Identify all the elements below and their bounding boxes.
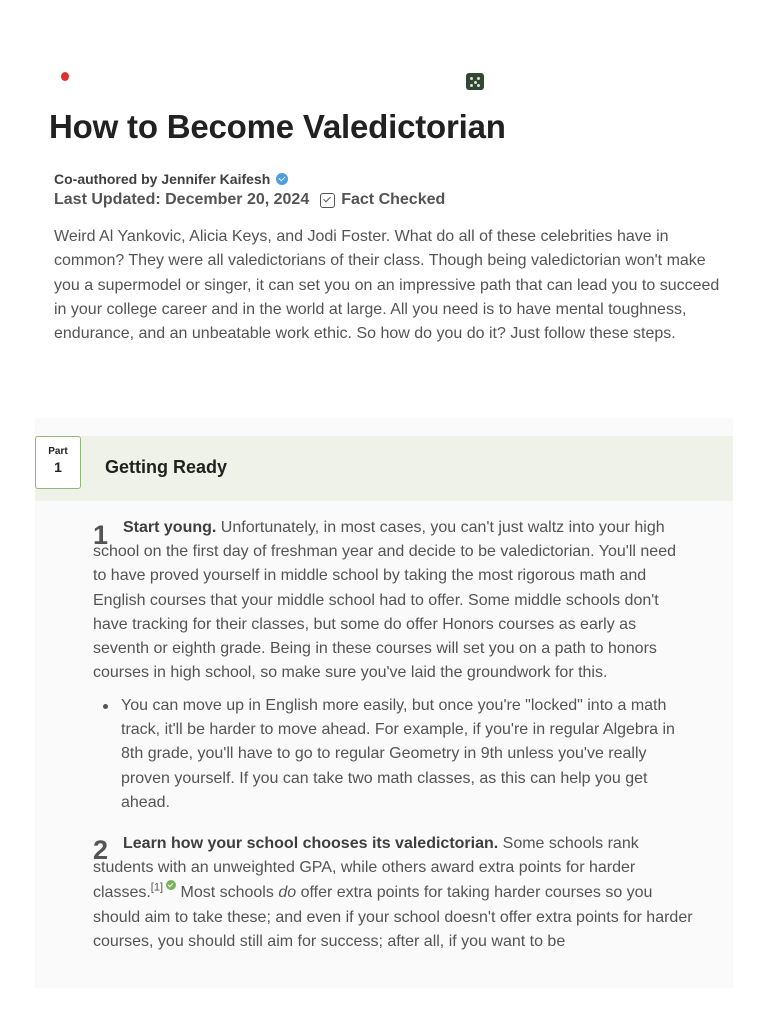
step-heading: Start young. (123, 519, 217, 536)
verified-check-icon (276, 173, 288, 185)
article-title: How to Become Valedictorian (49, 108, 506, 145)
emphasis-text: do (278, 884, 297, 902)
dice-icon[interactable] (466, 73, 484, 90)
tip-text: You can move up in English more easily, but once you're "locked" into a math track, it'll be harder to move ahead. For example, if you're in regular Algebra in 8th grade, you'll have to go to regular Geometry in 9th unless you've really proven yourself. If you can take two math classes, as this can help you get ahead. (121, 697, 675, 811)
step-body: Some schools rank students with an unweighted GPA, while others award extra points for harder classes. (93, 835, 639, 902)
step-body: Unfortunately, in most cases, you can't just waltz into your high school on the first day of freshman year and decide to be valedictorian. You'll need to have proved yourself in middle school by taking the most rigorous math and English courses that your middle school had to offer. Some middle schools don't have tracking for their classes, but some do offer Honors courses as early as seventh or eighth grade. Being in these courses will set you on a path to honors courses in high school, so make sure you've laid the groundwork for this. (93, 519, 676, 682)
step-text (93, 832, 693, 954)
author-name[interactable]: Co-authored by Jennifer Kaifesh (54, 171, 271, 187)
citation-link[interactable]: [1] (150, 882, 164, 895)
last-updated: Last Updated: December 20, 2024 (54, 191, 310, 208)
fact-checked-icon (320, 193, 335, 208)
author-byline[interactable] (54, 171, 288, 187)
step-number: 1 (93, 520, 109, 550)
article-meta (54, 191, 445, 209)
part-badge (35, 436, 81, 489)
step-text (93, 516, 693, 685)
step-body-continued: Most schools (180, 884, 274, 902)
bullet-icon (103, 704, 108, 709)
step-heading: Learn how your school chooses its valedictorian. (123, 835, 499, 852)
step-body-end: offer extra points for taking harder courses so you should aim to take these; and even if your school doesn't offer extra points for harder courses, you should still aim for success; after all, if you want to be (93, 884, 693, 950)
part-number: 1 (54, 459, 62, 475)
article-intro: Weird Al Yankovic, Alicia Keys, and Jodi Foster. What do all of these celebrities have in common? They were all valedictorians of their class. Though being valedictorian won't make you a supermodel or singer, it can set you on an impressive path that can lead you to succeed in your college career and in the world at large. All you need is to have mental toughness, endurance, and an unbeatable work ethic. So how do you do it? Just follow these steps. (54, 228, 720, 343)
step-number: 2 (93, 835, 109, 865)
verified-source-icon (166, 880, 176, 890)
part-label: Part (48, 446, 68, 457)
part-title: Getting Ready (105, 457, 228, 477)
notification-dot (61, 72, 69, 81)
step-tip (103, 694, 693, 815)
fact-checked-label[interactable]: Fact Checked (341, 191, 446, 208)
